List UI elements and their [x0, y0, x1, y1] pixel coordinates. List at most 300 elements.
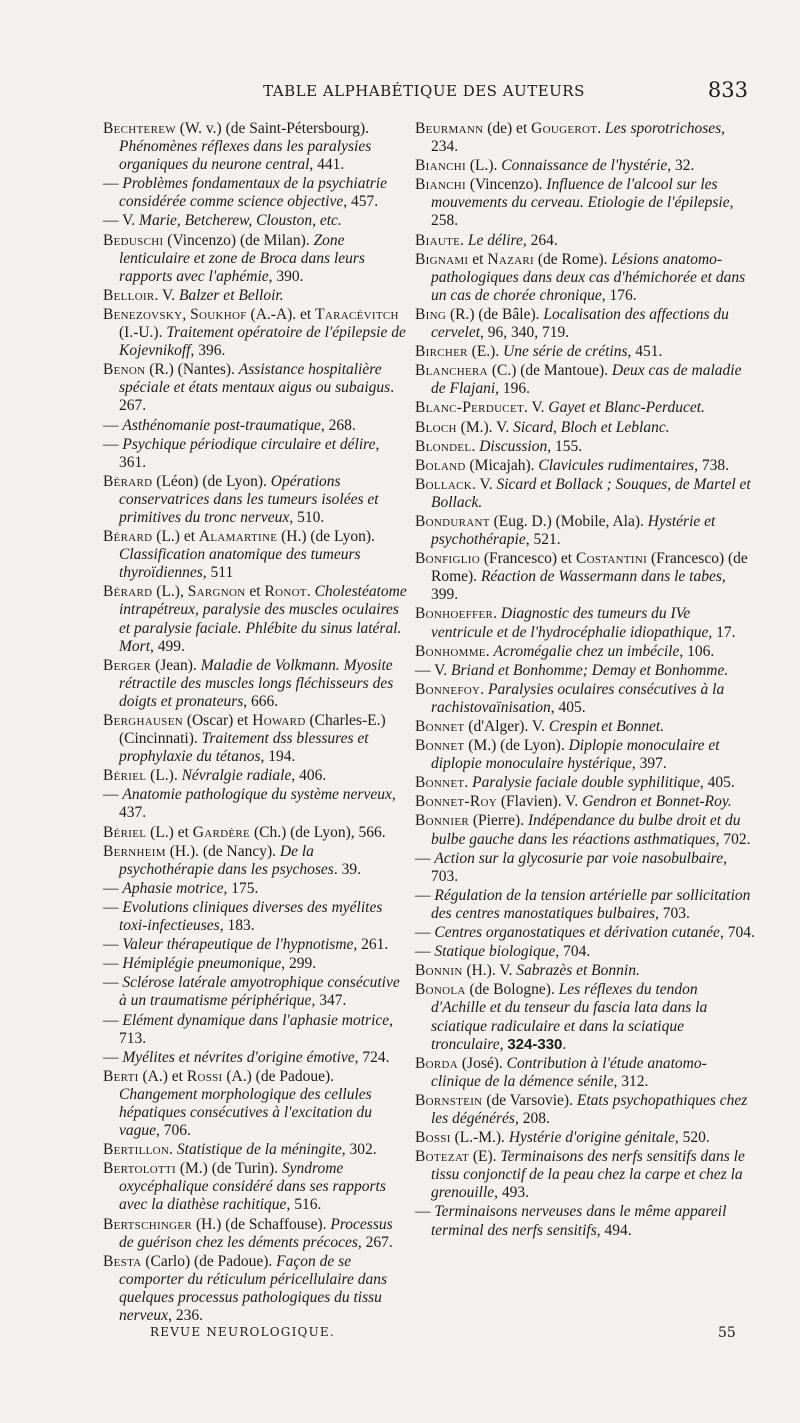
entry-text: (Vincenzo). — [465, 176, 547, 194]
work-title: Syndrome oxycéphalique considéré dans ses rapports avec la diathèse rachitique — [119, 1160, 386, 1214]
work-title: Une série de crétins — [503, 343, 628, 361]
entry-text: , 516. — [286, 1196, 322, 1214]
work-title: Acromégalie chez un imbécile — [493, 642, 680, 660]
entry-text: (Pierre). — [469, 812, 528, 830]
author-name: Alamartine — [198, 528, 278, 546]
index-entry — [103, 212, 408, 230]
entry-text: — V. — [415, 661, 452, 679]
author-name: Bonnier — [415, 812, 469, 830]
work-title: Sicard, Bloch et Leblanc. — [513, 418, 670, 436]
entry-text: , 236. — [168, 1307, 203, 1324]
index-entry — [103, 583, 408, 655]
index-entry — [415, 1148, 755, 1202]
author-name: Biaute — [415, 231, 461, 249]
entry-text: . — [464, 774, 473, 792]
entry-text: (Eug. D.) (Mobile, Ala). — [489, 512, 648, 530]
entry-text: , 493. — [494, 1184, 530, 1202]
author-name: Bonnet — [415, 718, 465, 735]
entry-text: 324-330 — [507, 1035, 563, 1053]
entry-text: (Francesco) et — [479, 550, 576, 568]
author-name: Benon — [103, 361, 146, 379]
work-title: Paralysies oculaires consécutives à la rachistovaïnisation — [431, 680, 725, 716]
author-name: Bertschinger — [103, 1215, 193, 1233]
index-entry — [415, 362, 755, 398]
index-entry — [103, 232, 408, 286]
index-entry — [103, 880, 408, 898]
index-entry — [103, 712, 408, 766]
entry-text: , 703. — [431, 849, 727, 885]
entry-text: , 96, 340, 719. — [480, 324, 570, 342]
index-entry — [415, 306, 755, 342]
author-name: Bianchi — [415, 176, 466, 194]
index-entry — [103, 955, 408, 973]
index-entry — [103, 899, 408, 935]
entry-text: . — [306, 583, 315, 601]
author-name: Bérard — [103, 472, 153, 490]
entry-text: — — [415, 1203, 435, 1221]
author-name: Bonnet — [415, 774, 465, 792]
work-title: Assistance hospitalière spéciale et états mentaux aigus ou subaigus — [119, 361, 391, 397]
author-name: Bonhomme — [415, 642, 486, 660]
entry-text: , — [182, 305, 191, 323]
work-title: Processus de guérison chez les déments précoces — [119, 1215, 393, 1251]
entry-text: , 499. — [150, 637, 185, 655]
entry-text: (I.-U.). — [119, 324, 167, 342]
author-name: Bonhoeffer — [415, 605, 494, 623]
work-title: Balzer et Belloir. — [178, 286, 284, 304]
entry-text: (M.). V. — [456, 418, 514, 436]
author-name: Belloir — [103, 286, 155, 304]
index-entry — [103, 767, 408, 785]
index-entry — [415, 1055, 755, 1091]
entry-text: (Charles-E.) (Cincinnati). — [119, 712, 386, 748]
entry-text: (Jean). — [151, 656, 201, 674]
author-name: Benezovsky — [103, 305, 183, 323]
work-title: Contribution à l'étude anatomo-clinique de la démence sénile — [431, 1054, 707, 1090]
work-title: Sclérose latérale amyotrophique consécutive à un traumatisme périphérique — [119, 974, 400, 1010]
author-name: Howard — [252, 712, 306, 729]
entry-text: — — [103, 786, 123, 804]
work-title: Problèmes fondamentaux de la psychiatrie considérée comme science objective — [119, 175, 387, 211]
entry-text: . — [562, 1035, 567, 1053]
entry-text: , 155. — [547, 437, 583, 455]
author-name: Bornstein — [415, 1091, 483, 1109]
entry-text: (W. v.) (de Saint-Pétersbourg). — [175, 120, 370, 137]
entry-text: (L.). — [146, 767, 182, 785]
entry-text: — V. — [103, 212, 140, 230]
page-number: 833 — [707, 78, 748, 102]
index-entry — [415, 681, 755, 717]
author-name: Beurmann — [415, 120, 484, 137]
entry-text: et — [468, 250, 488, 268]
entry-text: , 347. — [311, 992, 347, 1010]
entry-text: — — [103, 1048, 123, 1066]
work-title: Changement morphologique des cellules hépatiques consécutives à l'excitation du vague — [119, 1085, 372, 1140]
work-title: Réaction de Wassermann dans le tabes — [480, 568, 722, 586]
entry-text: (Carlo) (de Padoue). — [141, 1252, 277, 1270]
author-name: Bonnin — [415, 962, 463, 980]
work-title: Opérations conservatrices dans les tumeurs isolées et primitives du tronc nerveux — [119, 472, 379, 526]
entry-text: — — [103, 435, 123, 453]
author-name: Blondel — [415, 437, 472, 455]
work-title: Hémiplégie pneumonique — [122, 955, 282, 973]
index-entry — [415, 981, 755, 1053]
index-entry — [415, 343, 755, 361]
author-name: Bonfiglio — [415, 550, 480, 568]
entry-text: . — [460, 231, 468, 249]
entry-text: — — [103, 416, 123, 434]
index-entry — [415, 550, 755, 604]
entry-text: , 437. — [119, 786, 396, 822]
index-entry — [415, 251, 755, 305]
entry-text: (E). — [468, 1148, 501, 1166]
work-title: Clavicules rudimentaires — [538, 456, 695, 474]
entry-text: , 706. — [156, 1122, 191, 1140]
entry-text: (Francesco) (de Rome). — [431, 550, 748, 586]
index-entry — [415, 793, 755, 811]
entry-text: (E.). — [467, 343, 504, 361]
work-title: Les sporotrichoses — [605, 120, 722, 137]
author-name: Bériel — [103, 767, 147, 785]
author-name: Costantini — [575, 550, 648, 568]
author-name: Blanc-Perducet — [415, 399, 524, 417]
index-entry — [415, 774, 755, 792]
index-entry — [103, 824, 408, 842]
entry-text: , 405. — [550, 698, 586, 716]
index-entry — [415, 812, 755, 848]
entry-text: , 520. — [674, 1129, 710, 1147]
author-name: Sargnon — [187, 583, 246, 601]
work-title: Connaissance de l'hystérie — [501, 157, 668, 175]
journal-footer: REVUE NEUROLOGIQUE. — [150, 1325, 335, 1339]
entry-text: , 261. — [353, 936, 389, 954]
index-entry — [103, 120, 408, 174]
index-entry — [415, 1203, 755, 1239]
author-name: Besta — [103, 1252, 142, 1270]
entry-text: , 713. — [119, 1011, 394, 1047]
index-entry — [415, 120, 755, 156]
entry-text: , 268. — [320, 416, 356, 434]
entry-text: , 32. — [667, 157, 695, 175]
work-title: Gayet et Blanc-Perducet. — [548, 399, 705, 417]
index-entry — [415, 399, 755, 417]
entry-text: . V. — [472, 475, 497, 493]
author-name: Bériel — [103, 823, 147, 841]
entry-text: et — [245, 583, 265, 601]
work-title: Diplopie monoculaire et diplopie monoculaire hystérique — [431, 737, 720, 773]
entry-text: (Léon) (de Lyon). — [152, 472, 271, 490]
work-title: Le délire — [467, 231, 523, 249]
entry-text: (Ch.) (de Lyon), 566. — [250, 823, 386, 841]
entry-text: , 390. — [268, 267, 304, 285]
index-entry — [415, 157, 755, 175]
entry-text: , 399. — [431, 568, 726, 604]
author-name: Bonnet-Roy — [415, 793, 497, 811]
index-entry — [103, 1253, 408, 1325]
index-entry — [103, 417, 408, 435]
entry-text: . — [480, 680, 489, 698]
index-entry — [103, 287, 408, 305]
index-entry — [415, 457, 755, 475]
work-title: Crespin et Bonnet. — [548, 718, 665, 735]
author-name: Taracévitch — [315, 305, 399, 323]
work-title: Lésions anatomo-pathologiques dans deux cas d'hémichorée et dans un cas de chorée chronique — [431, 250, 746, 304]
index-entry — [415, 232, 755, 250]
work-title: Sicard et Bollack ; Souques, de Martel et Bollack. — [431, 475, 751, 511]
index-entry — [103, 1068, 408, 1140]
entry-text: (M.) (de Lyon). — [464, 737, 569, 755]
work-title: Traitement dss blessures et prophylaxie du tétanos — [119, 730, 369, 766]
work-title: Névralgie radiale — [181, 767, 292, 785]
index-entry — [103, 436, 408, 472]
entry-text: , 396. — [190, 342, 226, 360]
entry-text: (L.) et — [152, 528, 199, 546]
index-entry — [103, 1216, 408, 1252]
entry-text: , 406. — [291, 767, 327, 785]
index-entry — [415, 176, 755, 230]
entry-text: (de Bologne). — [465, 981, 559, 999]
index-entry — [103, 936, 408, 954]
entry-text: . — [597, 120, 606, 137]
work-title: Myélites et névrites d'origine émotive — [122, 1048, 355, 1066]
entry-text: , 208. — [514, 1109, 550, 1127]
entry-text: — — [103, 879, 123, 897]
author-name: Botezat — [415, 1148, 469, 1166]
work-title: Evolutions cliniques diverses des myélites toxi-infectieuses — [119, 898, 383, 935]
entry-text: (L.-M.). — [450, 1129, 509, 1147]
entry-text: . — [471, 437, 480, 455]
work-title: Aphasie motrice — [122, 879, 224, 897]
entry-text: (de Varsovie). — [482, 1091, 577, 1109]
entry-text: — — [103, 936, 123, 954]
entry-text: (L.), — [152, 583, 188, 601]
author-name: Boland — [415, 456, 466, 474]
entry-text: (Micajah). — [465, 456, 539, 474]
work-title: Régulation de la tension artérielle par sollicitation des centres manostatiques bulbaires — [431, 886, 751, 922]
entry-text: , 451. — [627, 343, 663, 361]
entry-text: , 457. — [343, 193, 379, 211]
work-title: Asthénomanie post-traumatique — [122, 416, 321, 434]
entry-text: . V. — [154, 286, 179, 304]
entry-text: (de Rome). — [533, 250, 612, 268]
entry-text: (L.). — [465, 157, 502, 175]
work-title: Etats psychopathiques chez les dégénérés — [431, 1091, 748, 1127]
index-entry — [415, 943, 755, 961]
entry-text: , 361. — [119, 435, 380, 471]
index-entry — [415, 662, 755, 680]
entry-text: , 704. — [719, 924, 755, 942]
entry-text: — — [103, 974, 123, 992]
entry-text: (H.). V. — [462, 962, 517, 980]
work-title: Phénomènes réflexes dans les paralysies organiques du neurone central — [119, 138, 372, 174]
entry-text: , 194. — [260, 748, 296, 766]
index-entry — [103, 786, 408, 822]
author-name: Bérard — [103, 528, 153, 546]
work-title: Diagnostic des tumeurs du IVe ventricule et de l'hydrocéphalie idiopathique — [431, 605, 709, 641]
author-name: Bignami — [415, 250, 469, 268]
work-title: Influence de l'alcool sur les mouvements du cerveau. Etiologie de l'épilepsie — [431, 176, 730, 212]
work-title: Statique biologique — [434, 943, 556, 961]
entry-text: (R.) (Nantes). — [145, 361, 239, 379]
author-name: Borda — [415, 1054, 459, 1072]
work-title: Psychique périodique circulaire et délire — [122, 435, 376, 453]
entry-text: (d'Alger). V. — [464, 718, 549, 735]
entry-text: (de) et — [483, 120, 532, 137]
author-name: Bianchi — [415, 157, 466, 175]
index-entry — [415, 419, 755, 437]
index-entry — [103, 175, 408, 211]
work-title: Localisation des affections du cervelet — [431, 305, 729, 342]
author-name: Bircher — [415, 343, 468, 361]
work-title: Gendron et Bonnet-Roy. — [582, 793, 732, 811]
index-entry — [415, 476, 755, 512]
index-entry — [415, 605, 755, 641]
work-title: Les réflexes du tendon d'Achille et du tenseur du fascia lata dans la sciatique radiculaire et dans la sciatique tronculaire — [431, 981, 708, 1053]
entry-text: . — [493, 605, 501, 623]
entry-text: (A.) et — [138, 1067, 187, 1085]
entry-text: — — [415, 924, 435, 942]
work-title: Elément dynamique dans l'aphasie motrice — [122, 1011, 390, 1029]
author-name: Gougerot — [531, 120, 598, 137]
entry-text: . — [169, 1141, 177, 1159]
entry-text: (H.). (de Nancy). — [165, 842, 280, 860]
index-entry — [103, 528, 408, 582]
entry-text: , 234. — [431, 120, 726, 156]
work-title: Façon de se comporter du réticulum péricellulaire dans quelques processus pathologiques du tissu nerveux — [119, 1252, 388, 1324]
work-title: Terminaisons des nerfs sensitifs dans le tissu conjonctif de la peau chez la carpe et chez la grenouille — [431, 1148, 745, 1202]
entry-text: (Vincenzo) (de Milan). — [163, 231, 314, 249]
author-name: Bloch — [415, 418, 457, 436]
entry-text: (A.) (de Padoue). — [222, 1067, 334, 1085]
work-title: Traitement opératoire de l'épilepsie de Kojevnikoff — [119, 324, 406, 360]
entry-text: , 17. — [708, 623, 736, 641]
entry-text: , 703. — [655, 904, 690, 922]
work-title: Action sur la glycosurie par voie nasobulbaire — [434, 849, 724, 867]
entry-text: (Oscar) et — [182, 712, 253, 729]
entry-text: , 510. — [289, 508, 325, 526]
index-entry — [103, 306, 408, 360]
work-title: Briand et Bonhomme; Demay et Bonhomme. — [451, 661, 729, 679]
running-title: TABLE ALPHABÉTIQUE DES AUTEURS — [263, 82, 585, 100]
entry-text: , 724. — [354, 1048, 390, 1066]
work-title: Marie, Betcherew, Clouston, etc. — [139, 212, 342, 230]
index-entry — [103, 473, 408, 527]
entry-text: , 666. — [243, 692, 279, 710]
entry-text: — — [415, 886, 435, 904]
entry-text: , 521. — [525, 531, 561, 549]
author-name: Bernheim — [103, 842, 166, 860]
index-entry — [415, 1092, 755, 1128]
entry-text: (A.-A). et — [246, 305, 316, 323]
index-entry — [103, 974, 408, 1010]
right-column — [415, 120, 755, 1241]
index-entry — [103, 361, 408, 415]
work-title: Centres organostatiques et dérivation cutanée — [434, 924, 720, 942]
author-name: Bertillon — [103, 1141, 170, 1159]
author-name: Bonnefoy — [415, 680, 481, 698]
index-entry — [103, 657, 408, 711]
entry-text: . 267. — [119, 379, 395, 415]
author-name: Bossi — [415, 1129, 451, 1147]
entry-text: , 397. — [631, 755, 667, 773]
author-name: Berger — [103, 656, 152, 674]
work-title: Anatomie pathologique du système nerveux — [122, 786, 392, 804]
author-name: Bonnet — [415, 737, 465, 755]
entry-text: , 511 — [202, 564, 234, 582]
author-name: Blanchera — [415, 362, 488, 380]
entry-text: — — [415, 943, 435, 961]
work-title: Hystérie d'origine génitale — [508, 1129, 675, 1147]
author-name: Rossi — [186, 1067, 223, 1085]
entry-text: (C.) (de Mantoue). — [487, 362, 612, 380]
entry-text: (H.) (de Lyon). — [277, 528, 375, 546]
entry-text: , 196. — [495, 380, 531, 398]
index-entry — [415, 962, 755, 980]
work-title: Cholestéatome intrapétreux, paralysie des muscles oculaires et paralysie faciale. Phlébite du sinus latéral. Mort — [119, 583, 407, 655]
entry-text: , 405. — [699, 774, 735, 792]
work-title: Sabrazès et Bonnin. — [516, 962, 640, 980]
entry-text: , 302. — [341, 1141, 377, 1159]
entry-text: , 176. — [601, 286, 637, 304]
author-name: Berghausen — [103, 712, 183, 729]
entry-text: — — [103, 955, 123, 973]
work-title: Hystérie et psychothérapie — [431, 512, 716, 549]
entry-text: , 175. — [223, 879, 259, 897]
author-name: Ronot — [264, 583, 307, 601]
entry-text: — — [103, 1011, 123, 1029]
author-name: Nazari — [487, 250, 534, 268]
index-entry — [103, 1012, 408, 1048]
entry-text: . 39. — [333, 860, 361, 878]
entry-text: (L.) et — [146, 823, 193, 841]
author-name: Berti — [103, 1067, 139, 1085]
index-entry — [415, 1129, 755, 1147]
entry-text: , 183. — [219, 917, 255, 935]
work-title: Discussion — [479, 437, 548, 455]
index-entry — [415, 438, 755, 456]
author-name: Soukhof — [190, 305, 247, 323]
signature-mark: 55 — [718, 1325, 736, 1341]
index-entry — [415, 887, 755, 923]
work-title: Indépendance du bulbe droit et du bulbe gauche dans les réactions asthmatiques — [431, 812, 741, 848]
entry-text: , 299. — [281, 955, 317, 973]
entry-text: , 267. — [357, 1233, 393, 1251]
entry-text: , 494. — [596, 1221, 632, 1239]
entry-text: — — [103, 175, 123, 193]
index-entry — [103, 1160, 408, 1214]
index-entry — [415, 513, 755, 549]
index-entry — [415, 643, 755, 661]
work-title: De la psychothérapie dans les psychoses — [119, 842, 334, 878]
work-title: Valeur thérapeutique de l'hypnotisme — [122, 936, 354, 954]
work-title: Paralysie faciale double syphilitique — [472, 774, 700, 792]
work-title: Terminaisons nerveuses dans le même appareil terminal des nerfs sensitifs — [431, 1203, 727, 1239]
entry-text: , 106. — [679, 642, 715, 660]
entry-text: . — [485, 642, 494, 660]
index-entry — [415, 718, 755, 736]
entry-text: (R.) (de Bâle). — [446, 305, 544, 323]
page-header — [100, 78, 748, 106]
index-entry — [415, 737, 755, 773]
entry-text: , 704. — [555, 943, 591, 961]
entry-text: , 312. — [613, 1072, 649, 1090]
author-name: Bollack — [415, 475, 473, 493]
index-entry — [103, 1141, 408, 1159]
author-name: Bérard — [103, 583, 153, 601]
author-name: Bonola — [415, 981, 466, 999]
author-name: Bertolotti — [103, 1160, 176, 1178]
work-title: Statistique de la méningite — [176, 1141, 342, 1159]
